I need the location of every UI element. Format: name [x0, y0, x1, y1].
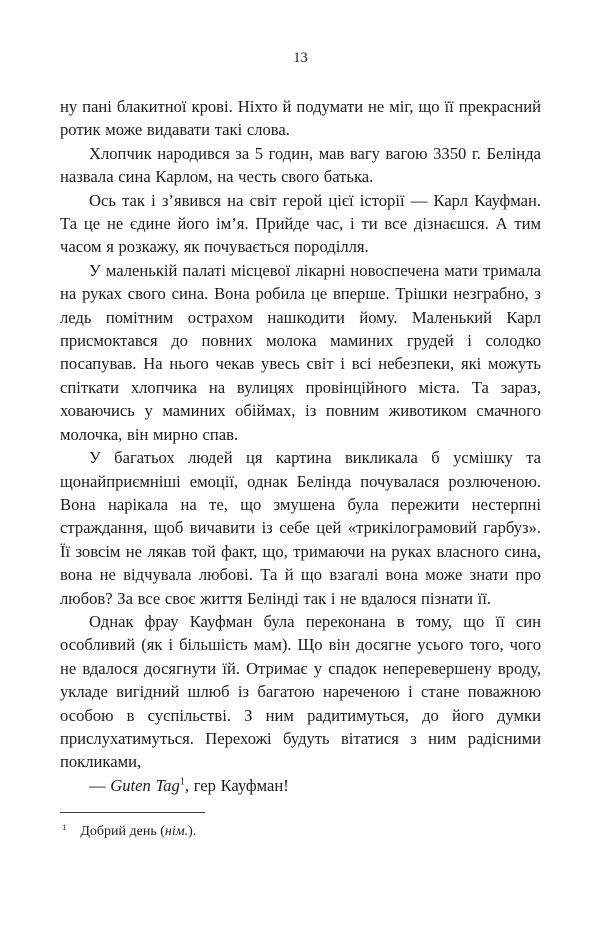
- paragraph: [60, 259, 541, 446]
- paragraph: [60, 142, 541, 189]
- footnote-marker: 1: [62, 821, 67, 832]
- footnote: [60, 822, 541, 841]
- text-body: [60, 95, 541, 797]
- footnote-area: [60, 812, 541, 841]
- text-segment: Ось так і з’явився на світ герой цієї історії — Карл Кауфман. Та це не єдине його ім’я. Прийде час, і ти все дізнаєшся. А тим часом я розкажу, як почувається породілля.: [60, 190, 541, 257]
- page-number: 13: [293, 50, 308, 66]
- text-segment: У багатьох людей ця картина викликала б усмішку та щонайприємніші емоції, однак Белінда почувалася розлюченою. Вона нарікала на те, що змушена була пережити нестерпні страждання, щоб вичавити із себе цей «трикілограмовий гарбуз». Її зовсім не лякав той факт, що, тримаючи на руках власного сина, вона не відчувала любові. Та й що взагалі вона може знати про любов? За все своє життя Белінді так і не вдалося пізнати її.: [60, 448, 541, 608]
- footnote-separator: [60, 812, 205, 813]
- text-segment: ну пані блакитної крові. Ніхто й подумати не міг, що її прекрасний ротик може видавати такі слова.: [60, 97, 541, 140]
- text-segment: Добрий день (: [80, 824, 165, 840]
- text-segment: У маленькій палаті місцевої лікарні новоспечена мати тримала на руках свого сина. Вона робила це вперше. Трішки незграбно, з ледь помітним острахом нашкодити йому. Маленький Карл присмоктався до повних молока маминих грудей і солодко посапував. На нього чекав увесь світ і всі небезпеки, які можуть спіткати хлопчика на вулицях провінційного міста. Та зараз, ховаючись у маминих обіймах, із повним животиком смачного молочка, він мирно спав.: [60, 260, 541, 444]
- paragraph: [60, 774, 541, 797]
- text-segment: Guten Tag: [110, 775, 180, 795]
- footnote-text: [80, 824, 196, 839]
- paragraph: [60, 610, 541, 774]
- text-segment: Однак фрау Кауфман була переконана в тому, що її син особливий (як і більшість мам). Що він досягне усього того, чого не вдалося досягнути їй. Отримає у спадок неперевершену вроду, укладе вигідний шлюб із багатою нареченою і стане поважною особою в суспільстві. З ним радитимуться, до його думки прислухатимуться. Перехожі будуть вітатися з ним радісними покликами,: [60, 611, 541, 772]
- text-segment: —: [89, 775, 111, 795]
- text-segment: ).: [188, 824, 197, 840]
- paragraph: [60, 446, 541, 610]
- paragraph: [60, 189, 541, 259]
- text-segment: , гер Кауфман!: [184, 775, 289, 795]
- text-segment: Хлопчик народився за 5 годин, мав вагу вагою 3350 г. Белінда назвала сина Карлом, на честь свого батька.: [60, 143, 541, 187]
- text-segment: нім.: [164, 824, 189, 840]
- footnote-reference: 1: [179, 776, 185, 788]
- paragraph: [60, 95, 541, 142]
